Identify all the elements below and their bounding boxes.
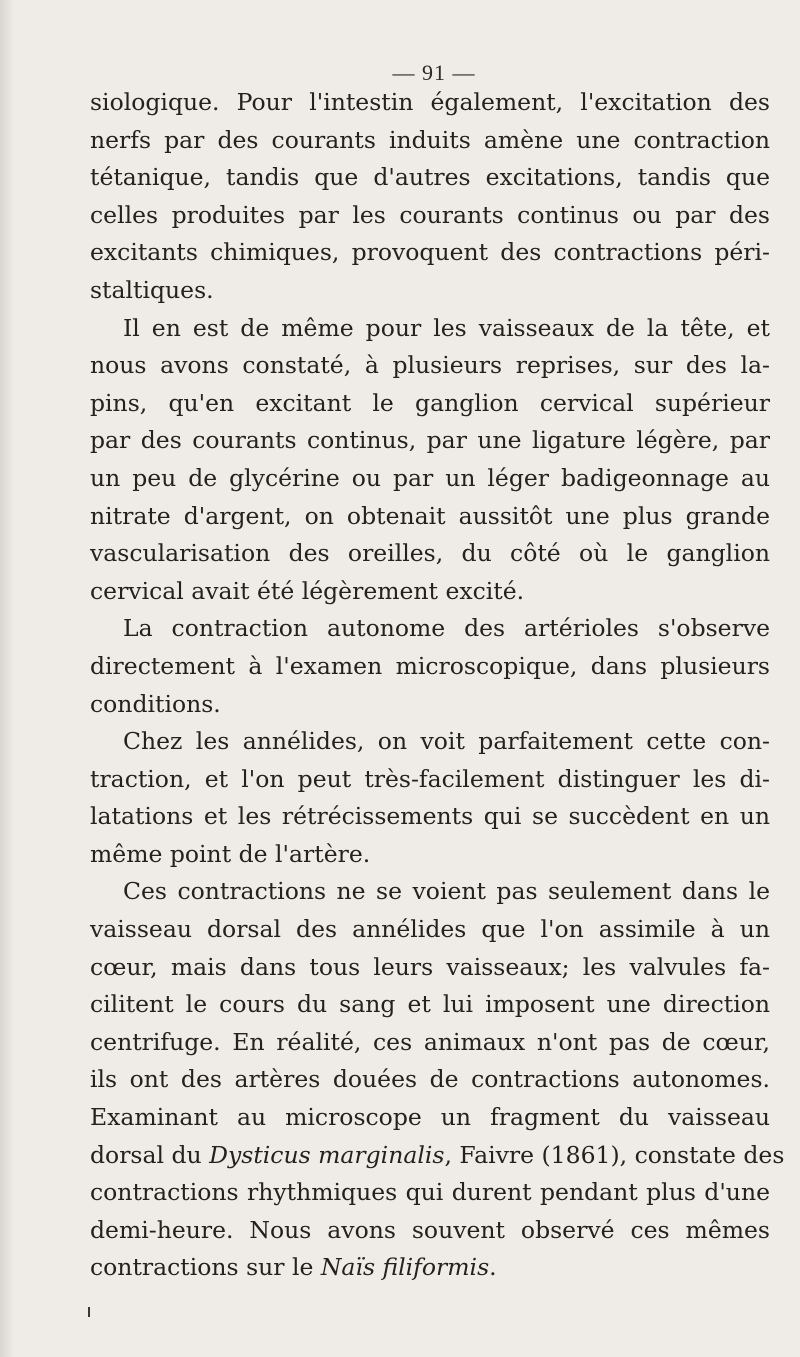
text-line: excitants chimiques, provoquent des contractions péri- [90, 238, 770, 267]
page-number: — 91 — [392, 60, 476, 85]
text-line: Examinant au microscope un fragment du vaisseau [90, 1103, 770, 1132]
line-text: . [489, 1253, 497, 1282]
text-line: cilitent le cours du sang et lui imposent une direction [90, 990, 770, 1019]
text-line: pins, qu'en excitant le ganglion cervical supérieur [90, 388, 770, 417]
text-line: nerfs par des courants induits amène une contraction [90, 125, 770, 154]
text-line-with-species [90, 1249, 770, 1287]
body-text [90, 84, 785, 1287]
text-line: vascularisation des oreilles, du côté où le ganglion [90, 539, 770, 568]
text-line: cervical avait été légèrement excité. [90, 576, 525, 605]
species-name: Naïs filiformis [320, 1253, 490, 1282]
line-text: contractions sur le [90, 1253, 321, 1282]
text-line: même point de l'artère. [90, 839, 371, 868]
text-line: celles produites par les courants continus ou par des [90, 200, 770, 229]
text-line: vaisseau dorsal des annélides que l'on assimile à un [90, 915, 770, 944]
species-name: Dysticus marginalis [209, 1140, 445, 1169]
text-line: contractions rhythmiques qui durent pendant plus d'une [90, 1178, 770, 1207]
text-line: nous avons constaté, à plusieurs reprises, sur des la- [90, 351, 770, 380]
text-line: nitrate d'argent, on obtenait aussitôt une plus grande [90, 501, 770, 530]
line-text: dorsal du [90, 1140, 210, 1169]
line-text: , Faivre (1861), constate des [444, 1140, 785, 1169]
text-line: centrifuge. En réalité, ces animaux n'ont pas de cœur, [90, 1027, 770, 1056]
text-line: par des courants continus, par une ligature légère, par [90, 426, 770, 455]
text-line: Il en est de même pour les vaisseaux de la tête, et [123, 313, 770, 342]
text-line: La contraction autonome des artérioles s'observe [123, 614, 770, 643]
text-line: siologique. Pour l'intestin également, l'excitation des [90, 88, 770, 116]
text-line: staltiques. [90, 275, 214, 304]
text-line: traction, et l'on peut très-facilement distinguer les di- [90, 764, 770, 793]
text-line: directement à l'examen microscopique, dans plusieurs [90, 651, 770, 680]
text-line: conditions. [90, 689, 221, 718]
text-line-with-species [90, 1137, 785, 1175]
page-gutter-shadow [0, 0, 14, 1357]
text-line: ils ont des artères douées de contractions autonomes. [90, 1065, 770, 1094]
text-line: un peu de glycérine ou par un léger badigeonnage au [90, 463, 770, 492]
text-line: tétanique, tandis que d'autres excitations, tandis que [90, 163, 770, 192]
text-line: demi-heure. Nous avons souvent observé ces mêmes [90, 1215, 770, 1244]
text-line: latations et les rétrécissements qui se succèdent en un [90, 802, 770, 831]
text-line: cœur, mais dans tous leurs vaisseaux; les valvules fa- [90, 952, 770, 981]
text-line: Ces contractions ne se voient pas seulement dans le [123, 877, 770, 906]
margin-mark [88, 1307, 90, 1317]
text-line: Chez les annélides, on voit parfaitement cette con- [123, 727, 770, 756]
